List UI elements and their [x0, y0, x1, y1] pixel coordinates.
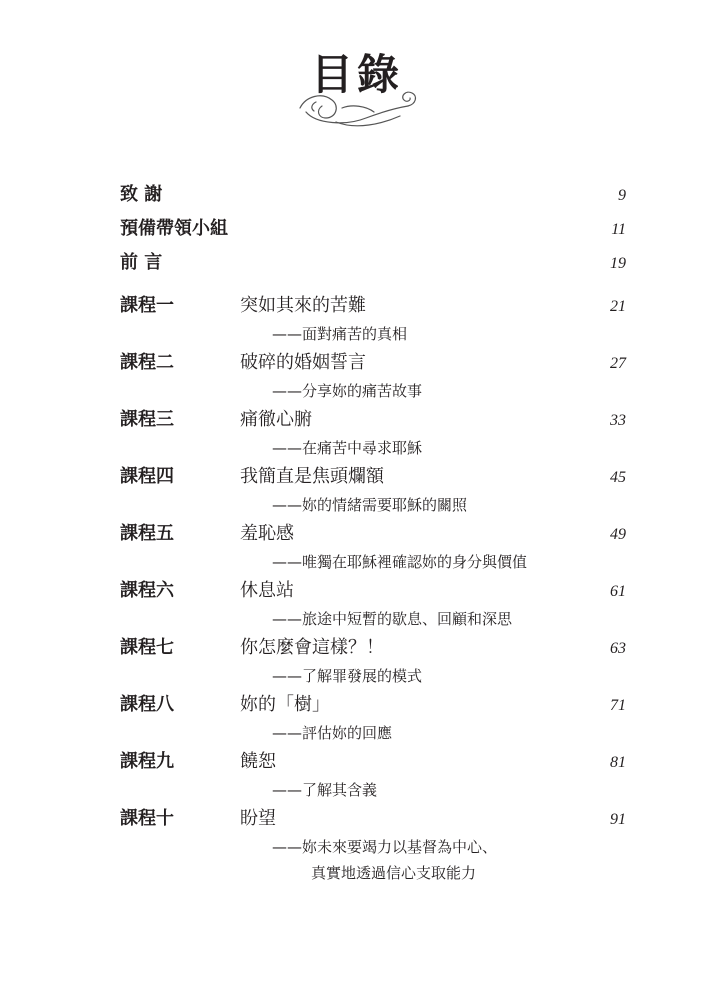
toc-entry-lesson-8[interactable]: [0, 693, 714, 717]
toc-entry-lesson-7[interactable]: [0, 636, 714, 660]
lesson-subtitle: ——唯獨在耶穌裡確認妳的身分與價值: [272, 553, 528, 571]
lesson-subtitle-row: [0, 438, 714, 458]
page-number: 61: [610, 583, 626, 600]
toc-entry-lesson-5[interactable]: [0, 522, 714, 546]
page-number: 19: [610, 255, 626, 272]
toc-entry-lesson-1[interactable]: [0, 294, 714, 318]
lesson-subtitle-row: [0, 324, 714, 344]
flourish-ornament-icon: [296, 78, 420, 130]
lesson-label: 課程四: [120, 466, 174, 487]
lesson-title: 盼望: [240, 808, 276, 829]
toc-entry-lesson-10[interactable]: [0, 807, 714, 831]
toc-entry-lesson-6[interactable]: [0, 579, 714, 603]
page-number: 63: [610, 640, 626, 657]
lesson-subtitle-continued: 真實地透過信心支取能力: [311, 864, 477, 882]
page-number: 33: [610, 412, 626, 429]
entry-label: 致 謝: [120, 184, 163, 205]
lesson-title: 你怎麼會這樣？！: [240, 637, 384, 658]
lesson-subtitle: ——了解罪發展的模式: [272, 667, 423, 685]
lesson-subtitle-row: [0, 552, 714, 572]
lesson-label: 課程一: [120, 295, 174, 316]
lesson-title: 破碎的婚姻誓言: [240, 352, 366, 373]
lesson-label: 課程七: [120, 637, 174, 658]
lesson-subtitle: ——了解其含義: [272, 781, 378, 799]
lesson-label: 課程三: [120, 409, 174, 430]
toc-entry-preface[interactable]: [0, 251, 714, 275]
lesson-title: 痛徹心腑: [240, 409, 312, 430]
lesson-subtitle: ——分享妳的痛苦故事: [272, 382, 423, 400]
lesson-subtitle-row: [0, 666, 714, 686]
page-title: 目錄: [310, 50, 403, 99]
page-number: 11: [611, 221, 626, 238]
page-number: 71: [610, 697, 626, 714]
lesson-label: 課程十: [120, 808, 174, 829]
entry-label: 前 言: [120, 252, 163, 273]
lesson-subtitle-row: [0, 723, 714, 743]
lesson-subtitle: ——在痛苦中尋求耶穌: [272, 439, 423, 457]
toc-entry-preparation[interactable]: [0, 217, 714, 241]
lesson-subtitle-row: [0, 780, 714, 800]
lesson-subtitle-row: [0, 837, 714, 857]
lesson-subtitle-row: [0, 609, 714, 629]
lesson-subtitle: ——妳未來要竭力以基督為中心、: [272, 838, 498, 856]
entry-label: 預備帶領小組: [120, 218, 228, 239]
page-number: 21: [610, 298, 626, 315]
page-number: 9: [618, 187, 626, 204]
lesson-label: 課程九: [120, 751, 174, 772]
lesson-label: 課程五: [120, 523, 174, 544]
toc-entry-lesson-2[interactable]: [0, 351, 714, 375]
lesson-title: 妳的「樹」: [240, 694, 330, 715]
toc-entry-acknowledgements[interactable]: [0, 183, 714, 207]
lesson-title: 饒恕: [240, 751, 276, 772]
toc-entry-lesson-3[interactable]: [0, 408, 714, 432]
lesson-title: 羞恥感: [240, 523, 294, 544]
lesson-subtitle: ——妳的情緒需要耶穌的關照: [272, 496, 468, 514]
lesson-title: 我簡直是焦頭爛額: [240, 466, 384, 487]
lesson-subtitle-row: [0, 863, 714, 883]
page-number: 45: [610, 469, 626, 486]
lesson-title: 休息站: [240, 580, 294, 601]
lesson-label: 課程二: [120, 352, 174, 373]
lesson-label: 課程八: [120, 694, 174, 715]
page-number: 81: [610, 754, 626, 771]
lesson-label: 課程六: [120, 580, 174, 601]
lesson-subtitle: ——旅途中短暫的歇息、回顧和深思: [272, 610, 513, 628]
toc-entry-lesson-9[interactable]: [0, 750, 714, 774]
lesson-subtitle: ——評估妳的回應: [272, 724, 393, 742]
toc-entry-lesson-4[interactable]: [0, 465, 714, 489]
lesson-title: 突如其來的苦難: [240, 295, 366, 316]
page-number: 91: [610, 811, 626, 828]
page-number: 27: [610, 355, 626, 372]
lesson-subtitle-row: [0, 381, 714, 401]
lesson-subtitle: ——面對痛苦的真相: [272, 325, 408, 343]
lesson-subtitle-row: [0, 495, 714, 515]
page-number: 49: [610, 526, 626, 543]
